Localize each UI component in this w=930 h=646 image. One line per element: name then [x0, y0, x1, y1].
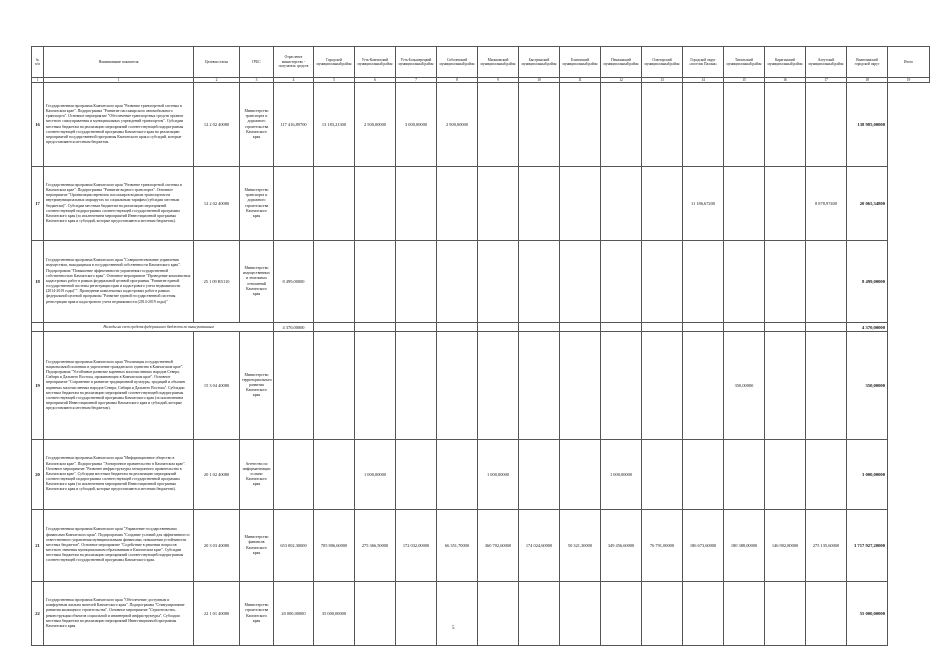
row-district-value	[478, 241, 519, 323]
row-district-value	[806, 582, 847, 646]
table-row	[32, 83, 930, 167]
row-total: 55 000,00000	[847, 582, 888, 646]
column-header: Вилючинский городской округ	[847, 47, 888, 78]
row-district-value: 1 000,00000	[601, 440, 642, 510]
row-district-value: 186 673,60000	[683, 510, 724, 582]
row-district-value	[765, 241, 806, 323]
column-header: Наименование показателя	[44, 47, 194, 78]
row-district-value: 350,00000	[724, 332, 765, 440]
column-header: Соболевский муниципальный район	[437, 47, 478, 78]
row-number: 20	[32, 440, 44, 510]
row-district-value	[478, 83, 519, 167]
row-district-value: 3 000,00000	[396, 83, 437, 167]
column-header: ГРБС	[240, 47, 274, 78]
row-district-value: 146 902,80000	[765, 510, 806, 582]
note-empty-cell	[314, 323, 355, 332]
row-district-value	[806, 332, 847, 440]
column-number: 11	[560, 78, 601, 83]
column-header: Отраслевое министерство - получатель средств	[274, 47, 314, 78]
row-district-value	[314, 241, 355, 323]
row-district-value	[642, 167, 683, 241]
row-district-value	[683, 241, 724, 323]
row-district-value: 2 500,00000	[355, 83, 396, 167]
column-number: 2	[194, 78, 240, 83]
row-district-value	[683, 83, 724, 167]
column-number: 9	[478, 78, 519, 83]
page-number: 5	[452, 626, 455, 631]
column-number: 16	[765, 78, 806, 83]
row-district-value	[314, 332, 355, 440]
row-district-value: 349 456,60000	[601, 510, 642, 582]
column-number: 12	[601, 78, 642, 83]
row-description: Государственная программа Камчатского края "Обеспечение доступным и комфортным жильем жителей Камчатского края". Подпрограмма "Стимулирование развития жилищного строительства". Основное мероприятие "Строительство, реконструкция объектов социальной и инженерной инфраструктуры". Субсидии местным бюджетам на реализацию мероприятий Инвестиционной программы Камчатского края.	[44, 582, 194, 646]
column-header: Пенжинский муниципальный район	[601, 47, 642, 78]
row-district-value	[355, 582, 396, 646]
note-row	[32, 323, 930, 332]
column-number: 5	[314, 78, 355, 83]
row-district-value	[355, 332, 396, 440]
row-district-value	[274, 332, 314, 440]
column-number: 1	[44, 78, 194, 83]
column-number: 3	[240, 78, 274, 83]
note-empty-cell	[642, 323, 683, 332]
row-district-value: 13 183,21300	[314, 83, 355, 167]
row-description: Государственная программа Камчатского края "Управление государственными финансами Камчатского края". Подпрограмма "Создание условий для эффективного и ответственного управления муниципальными финансами, повышения устойчивости местных бюджетов". Основное мероприятие "Содействие в решении вопросов местного значения муниципальным образованиям в Камчатском крае". Субсидии местным бюджетам на реализацию мероприятий соответствующей подпрограммы соответствующей государственной программы Камчатского края.	[44, 510, 194, 582]
column-header: Мильковский муниципальный район	[478, 47, 519, 78]
row-district-value	[601, 167, 642, 241]
row-district-value	[437, 241, 478, 323]
row-district-value	[560, 440, 601, 510]
row-total: 8 499,00000	[847, 241, 888, 323]
row-district-value	[724, 167, 765, 241]
row-target-code: 12 2 02 40080	[194, 83, 240, 167]
row-ministry: Министерство финансов Камчатского края	[240, 510, 274, 582]
row-description: Государственная программа Камчатского края "Развитие транспортной системы в Камчатском крае". Подпрограмма "Развитие пассажирского автомобильного транспорта". Основное мероприятие "Обеспечение транспортных средств органов местного самоуправления и муниципальных учреждений транспортом". Субсидии местным бюджетам на реализацию мероприятий соответствующей подпрограммы соответствующей государственной программы Камчатского края на реализацию мероприятий государственной программы Камчатского края и субсидий, которые предоставляются местным бюджетам.	[44, 83, 194, 167]
row-district-value	[478, 582, 519, 646]
table-row	[32, 332, 930, 440]
note-empty-cell	[683, 323, 724, 332]
note-empty-cell	[601, 323, 642, 332]
column-header: Елизовский муниципальный район	[560, 47, 601, 78]
row-district-value	[519, 241, 560, 323]
row-ministry: Агентство по информатизации и связи Камчатского края	[240, 440, 274, 510]
column-number: 17	[806, 78, 847, 83]
row-district-value: 705 806,60000	[314, 510, 355, 582]
column-number: 19	[888, 78, 930, 83]
table-row	[32, 510, 930, 582]
row-number: 18	[32, 241, 44, 323]
row-ministry: Министерство территориального развития Камчатского края	[240, 332, 274, 440]
header-row	[32, 47, 930, 78]
row-district-value	[683, 582, 724, 646]
column-header: Тигильский муниципальный район	[724, 47, 765, 78]
row-district-value	[314, 440, 355, 510]
row-total: 138 985,00000	[847, 83, 888, 167]
column-header: Карагинский муниципальный район	[765, 47, 806, 78]
row-target-code: 12 2 02 40080	[194, 167, 240, 241]
row-district-value	[683, 440, 724, 510]
table-row	[32, 582, 930, 646]
row-ministry: Министерство транспорта и дорожного строительства Камчатского края	[240, 167, 274, 241]
row-number: 16	[32, 83, 44, 167]
table-body	[32, 78, 930, 646]
column-number: 18	[847, 78, 888, 83]
row-district-value	[519, 440, 560, 510]
row-district-value	[806, 83, 847, 167]
row-description: Государственная программа Камчатского края "Совершенствование управления имуществом, находящимся в государственной собственности Камчатского края". Подпрограмма "Повышение эффективности управления государственной собственностью Камчатского края". Основное мероприятие "Проведение комплексных кадастровых работ в рамках федеральной целевой программы "Развитие единой государственной системы регистрации прав и кадастрового учета недвижимости (2014-2019 годы)"". Проведение комплексных кадастровых работ в рамках федеральной целевой программы "Развитие единой государственной системы регистрации прав и кадастрового учета недвижимости (2014-2019 годы)"	[44, 241, 194, 323]
row-district-value	[274, 440, 314, 510]
row-district-value	[642, 332, 683, 440]
row-target-code: 25 1 09 R5110	[194, 241, 240, 323]
note-empty-cell	[478, 323, 519, 332]
row-district-value	[274, 167, 314, 241]
table-row	[32, 167, 930, 241]
table-row	[32, 241, 930, 323]
column-header: Итого	[888, 47, 930, 78]
row-total: 350,00000	[847, 332, 888, 440]
row-district-value	[355, 167, 396, 241]
row-district-value	[478, 332, 519, 440]
column-number: 14	[683, 78, 724, 83]
column-number: 4	[274, 78, 314, 83]
row-district-value	[806, 241, 847, 323]
row-district-value	[765, 332, 806, 440]
row-district-value: 35 000,00000	[314, 582, 355, 646]
row-district-value	[601, 83, 642, 167]
row-description: Государственная программа Камчатского края "Информационное общество в Камчатском крае". Подпрограмма "Электронное правительство в Камчатском крае". Основное мероприятие "Развитие инфраструктуры электронного правительства в Камчатском крае". Субсидии местным бюджетам на реализацию мероприятий соответствующей подпрограммы соответствующей государственной программы Камчатского края (за исключением мероприятий Инвестиционной программы Камчатского края и субсидий, которые предоставляются местным бюджетам).	[44, 440, 194, 510]
row-ministry: Министерство транспорта и дорожного строительства Камчатского края	[240, 83, 274, 167]
row-district-value	[519, 167, 560, 241]
row-number: 17	[32, 167, 44, 241]
column-header: № п/п	[32, 47, 44, 78]
row-district-value	[560, 241, 601, 323]
row-district-value	[560, 167, 601, 241]
row-district-value	[765, 582, 806, 646]
row-district-value	[642, 440, 683, 510]
row-district-value: 76 791,00000	[642, 510, 683, 582]
row-district-value	[437, 332, 478, 440]
row-district-value	[560, 332, 601, 440]
note-empty-cell	[724, 323, 765, 332]
row-district-value	[765, 440, 806, 510]
row-number: 22	[32, 582, 44, 646]
row-district-value	[314, 167, 355, 241]
row-district-value: 1 000,00000	[478, 440, 519, 510]
appropriations-table	[31, 46, 930, 646]
row-total: 3 717 927,20000	[847, 510, 888, 582]
row-district-value: 20 000,00000	[274, 582, 314, 646]
row-target-code: 22 1 01 40080	[194, 582, 240, 646]
row-district-value	[437, 167, 478, 241]
column-header: Олюторский муниципальный район	[642, 47, 683, 78]
row-district-value	[642, 582, 683, 646]
row-district-value	[642, 241, 683, 323]
row-district-value	[519, 582, 560, 646]
table-row	[32, 440, 930, 510]
row-district-value	[437, 582, 478, 646]
note-empty-cell	[560, 323, 601, 332]
column-number: 1	[32, 78, 44, 83]
row-target-code: 20 3 03 40080	[194, 510, 240, 582]
row-district-value	[601, 332, 642, 440]
row-number: 19	[32, 332, 44, 440]
row-district-value: 180 388,00000	[724, 510, 765, 582]
row-district-value: 8 878,97400	[806, 167, 847, 241]
row-target-code: 20 1 02 40080	[194, 440, 240, 510]
row-district-value	[601, 241, 642, 323]
row-district-value: 50 321,30000	[560, 510, 601, 582]
row-district-value	[396, 582, 437, 646]
row-district-value	[519, 83, 560, 167]
note-empty-cell	[355, 323, 396, 332]
row-district-value	[765, 83, 806, 167]
row-description: Государственная программа Камчатского края "Реализация государственной национальной политики и укрепление гражданского единства в Камчатском крае". Подпрограмма "Устойчивое развитие коренных малочисленных народов Севера, Сибири и Дальнего Востока, проживающих в Камчатском крае". Основное мероприятие "Сохранение и развитие традиционной культуры, традиций и обычаев коренных малочисленных народов Севера, Сибири и Дальнего Востока". Субсидии местным бюджетам на реализацию мероприятий соответствующей подпрограммы соответствующей государственной программы Камчатского края (за исключением мероприятий Инвестиционной программы Камчатского края и субсидий, которые предоставляются местным бюджетам).	[44, 332, 194, 440]
row-district-value	[765, 167, 806, 241]
row-district-value: 66 351,70000	[437, 510, 478, 582]
row-number: 21	[32, 510, 44, 582]
row-district-value: 172 032,00000	[396, 510, 437, 582]
row-ministry: Министерство строительства Камчатского края	[240, 582, 274, 646]
row-district-value	[396, 167, 437, 241]
row-district-value	[396, 440, 437, 510]
row-district-value	[437, 440, 478, 510]
note-empty-cell	[765, 323, 806, 332]
row-district-value	[560, 582, 601, 646]
row-district-value: 275 135,60000	[806, 510, 847, 582]
row-district-value: 2 900,00000	[437, 83, 478, 167]
column-number: 13	[642, 78, 683, 83]
row-district-value: 11 186,67200	[683, 167, 724, 241]
row-district-value	[724, 83, 765, 167]
row-district-value	[396, 332, 437, 440]
row-district-value	[724, 582, 765, 646]
row-district-value	[642, 83, 683, 167]
note-total: 4 370,00000	[847, 323, 888, 332]
note-empty-cell	[519, 323, 560, 332]
row-district-value	[601, 582, 642, 646]
column-header: Городской муниципальный район	[314, 47, 355, 78]
row-district-value: 360 702,60000	[478, 510, 519, 582]
row-district-value	[519, 332, 560, 440]
row-district-value: 1 000,00000	[355, 440, 396, 510]
row-district-value	[355, 241, 396, 323]
row-total: 20 065,34800	[847, 167, 888, 241]
row-district-value	[724, 440, 765, 510]
row-district-value: 117 416,89700	[274, 83, 314, 167]
column-number: 6	[355, 78, 396, 83]
row-district-value: 275 366,50000	[355, 510, 396, 582]
note-value: 4 370,00000	[274, 323, 314, 332]
column-header: Алеутский муниципальный район	[806, 47, 847, 78]
row-district-value	[806, 440, 847, 510]
row-district-value	[560, 83, 601, 167]
note-description: Расходы на счет средств федерального бюджета по вышеуказанным	[44, 323, 274, 332]
column-number: 10	[519, 78, 560, 83]
row-ministry: Министерство имущественных и земельных отношений Камчатского края	[240, 241, 274, 323]
column-header: Быстринский муниципальный район	[519, 47, 560, 78]
row-district-value: 8 499,00000	[274, 241, 314, 323]
column-header: Городской округ «поселок Палана»	[683, 47, 724, 78]
row-district-value	[396, 241, 437, 323]
column-header: Усть-Большерецкий муниципальный район	[396, 47, 437, 78]
column-number: 8	[437, 78, 478, 83]
column-number: 7	[396, 78, 437, 83]
row-target-code: 15 3 04 40080	[194, 332, 240, 440]
column-header: Целевая статья	[194, 47, 240, 78]
column-number: 15	[724, 78, 765, 83]
row-district-value: 174 024,60000	[519, 510, 560, 582]
note-number	[32, 323, 44, 332]
row-district-value	[683, 332, 724, 440]
row-district-value	[478, 167, 519, 241]
row-district-value	[724, 241, 765, 323]
column-header: Усть-Камчатский муниципальный район	[355, 47, 396, 78]
note-empty-cell	[806, 323, 847, 332]
row-description: Государственная программа Камчатского края "Развитие транспортной системы в Камчатском крае". Подпрограмма "Развитие водного транспорта". Основное мероприятие "Организация перевозок пассажиров водным транспортом на внутримуниципальных маршрутах по социальным тарифам (субсидии местным бюджетам)". Субсидии местным бюджетам на реализацию мероприятий соответствующей подпрограммы соответствующей государственной программы Камчатского края (за исключением мероприятий Инвестиционной программы Камчатского края и субсидий, которые предоставляются местным бюджетам).	[44, 167, 194, 241]
note-empty-cell	[437, 323, 478, 332]
row-district-value: 653 002,30000	[274, 510, 314, 582]
note-empty-cell	[396, 323, 437, 332]
row-total: 3 000,00000	[847, 440, 888, 510]
